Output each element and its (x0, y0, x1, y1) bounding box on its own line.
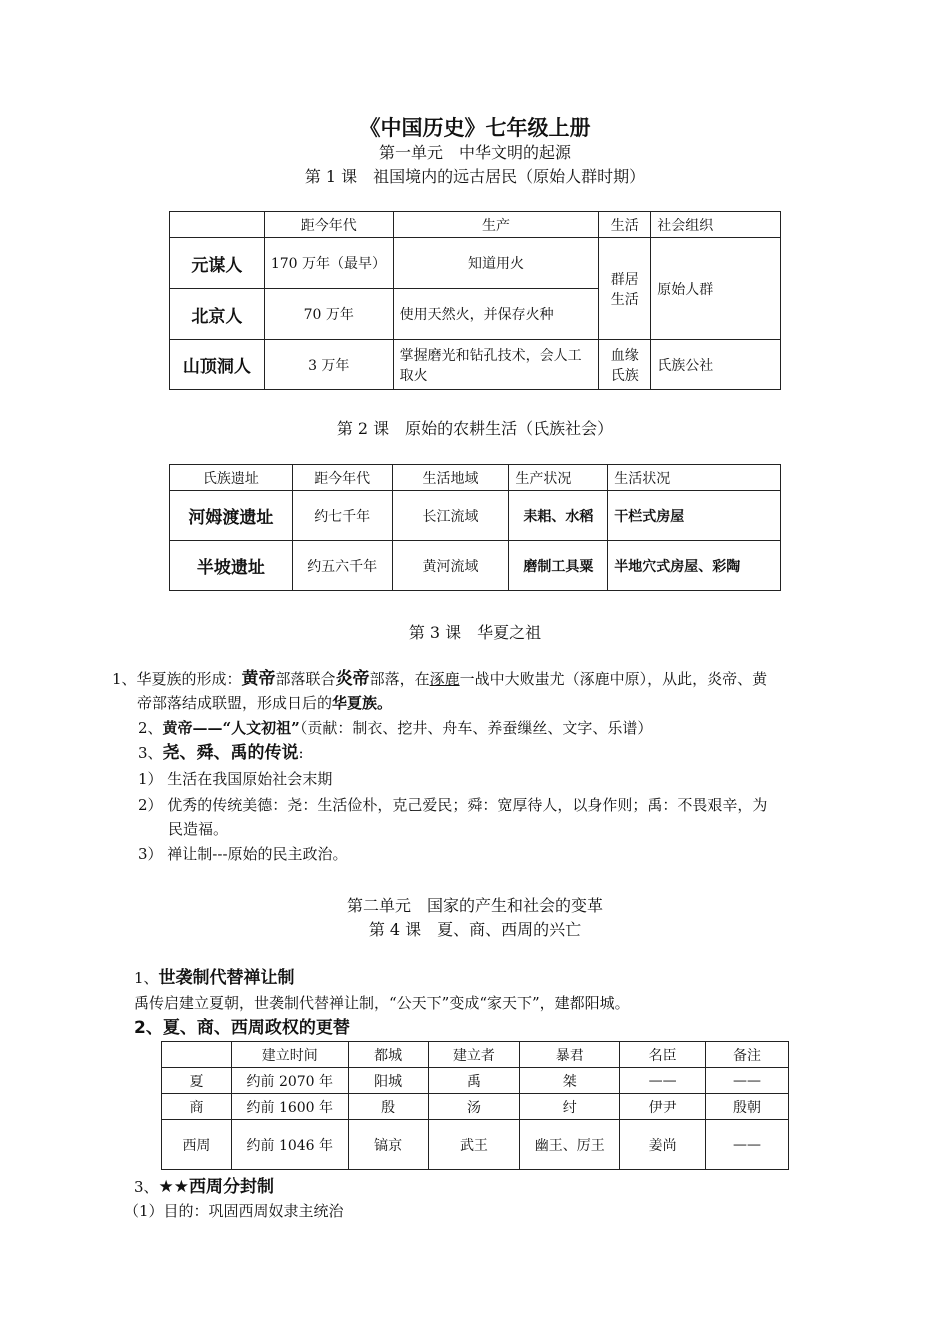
table-header-cell: 社会组织 (651, 212, 781, 238)
table-cell: 群居生活 (599, 238, 651, 340)
table-cell: 武王 (428, 1120, 520, 1170)
paragraph-huangdi (138, 716, 652, 740)
table-header-cell (162, 1042, 232, 1068)
table-cell: 幽王、厉王 (520, 1120, 620, 1170)
keyword-renwen-chuzu: 黄帝——“人文初祖” (162, 719, 300, 737)
text: 3、 (138, 744, 163, 762)
table-cell: 知道用火 (393, 238, 599, 289)
section-1-text: 禹传启建立夏朝，世袭制代替禅让制，“公天下”变成“家天下”，建都阳城。 (134, 994, 630, 1012)
row-label: 山顶洞人 (170, 340, 265, 390)
lesson-3-heading: 第 3 课 华夏之祖 (408, 623, 542, 642)
table-header-cell: 生活 (599, 212, 651, 238)
table-cell: 夏 (162, 1068, 232, 1094)
section-3-title: ★★西周分封制 (158, 1177, 275, 1197)
lesson-1-heading: 第 1 课 祖国境内的远古居民（原始人群时期） (304, 167, 646, 186)
paragraph-yao-shun-yu (138, 741, 304, 765)
text: （贡献：制衣、挖井、舟车、养蚕缫丝、文字、乐谱） (299, 719, 653, 737)
row-label: 元谋人 (170, 238, 265, 289)
row-label: 北京人 (170, 289, 265, 340)
paragraph-huaxia-formation-cont (137, 691, 392, 715)
table-primitive-people (169, 211, 781, 390)
table-header-cell: 距今年代 (292, 465, 392, 491)
table-header-row (170, 465, 781, 491)
table-cell: 长江流域 (392, 491, 509, 541)
table-cell: 黄河流域 (392, 541, 509, 591)
table-header-cell: 生活地域 (392, 465, 509, 491)
table-cell: 伊尹 (620, 1094, 706, 1120)
list-item: 2） 优秀的传统美德：尧：生活俭朴，克己爱民；舜：宽厚待人，以身作则；禹：不畏艰辛，为 (138, 796, 768, 814)
table-clan-sites (169, 464, 781, 591)
row-label: 半坡遗址 (170, 541, 293, 591)
table-cell: 磨制工具粟 (509, 541, 608, 591)
unit-2-heading: 第二单元 国家的产生和社会的变革 (346, 896, 603, 915)
table-cell: 纣 (520, 1094, 620, 1120)
table-cell: 170 万年（最早） (264, 238, 393, 289)
table-row (162, 1094, 789, 1120)
keyword-yao-shun-yu: 尧、舜、禹的传说 (162, 743, 299, 763)
table-header-cell: 生活状况 (608, 465, 781, 491)
table-cell: 镐京 (348, 1120, 428, 1170)
table-cell: 半地穴式房屋、彩陶 (608, 541, 781, 591)
table-cell: 使用天然火，并保存火种 (393, 289, 599, 340)
text: : (298, 744, 304, 762)
table-row (162, 1120, 789, 1170)
keyword-huangdi: 黄帝 (241, 669, 276, 689)
table-row (170, 541, 781, 591)
unit-1-heading: 第一单元 中华文明的起源 (378, 143, 571, 162)
table-cell: 西周 (162, 1120, 232, 1170)
row-label: 河姆渡遗址 (170, 491, 293, 541)
table-row (162, 1068, 789, 1094)
table-header-cell: 生产状况 (509, 465, 608, 491)
table-cell: 原始人群 (651, 238, 781, 340)
keyword-huaxia: 华夏族。 (332, 694, 393, 712)
table-header-cell: 暴君 (520, 1042, 620, 1068)
list-item: 3） 禅让制---原始的民主政治。 (138, 845, 348, 863)
table-cell: 约前 1046 年 (231, 1120, 348, 1170)
table-header-row (162, 1042, 789, 1068)
table-cell: 掌握磨光和钻孔技术，会人工取火 (393, 340, 599, 390)
table-cell: 约五六千年 (292, 541, 392, 591)
table-cell: —— (706, 1120, 789, 1170)
section-3-item: （1）目的：巩固西周奴隶主统治 (124, 1202, 344, 1220)
table-cell: 约七千年 (292, 491, 392, 541)
list-item-cont: 民造福。 (168, 820, 229, 838)
table-cell: 干栏式房屋 (608, 491, 781, 541)
table-cell: 阳城 (348, 1068, 428, 1094)
table-dynasties (161, 1041, 789, 1170)
table-header-cell: 名臣 (620, 1042, 706, 1068)
table-header-cell: 氏族遗址 (170, 465, 293, 491)
section-1-title: 世袭制代替禅让制 (158, 968, 295, 988)
table-header-cell (170, 212, 265, 238)
keyword-zhuolu: 涿鹿 (429, 670, 460, 688)
text: 1、 (134, 969, 159, 987)
table-header-cell: 生产 (393, 212, 599, 238)
text: 3、 (134, 1178, 159, 1196)
table-cell: 血缘氏族 (599, 340, 651, 390)
table-cell: 禹 (428, 1068, 520, 1094)
text: 一战中大败蚩尤（涿鹿中原），从此，炎帝、黄 (459, 670, 768, 688)
table-row (170, 340, 781, 390)
table-cell: 殷 (348, 1094, 428, 1120)
keyword-yandi: 炎帝 (335, 669, 370, 689)
table-header-cell: 建立者 (428, 1042, 520, 1068)
table-cell: 殷朝 (706, 1094, 789, 1120)
table-cell: —— (706, 1068, 789, 1094)
table-cell: 约前 2070 年 (231, 1068, 348, 1094)
table-cell: 商 (162, 1094, 232, 1120)
section-3-heading (134, 1175, 274, 1199)
table-cell: 姜尚 (620, 1120, 706, 1170)
table-cell: —— (620, 1068, 706, 1094)
table-cell: 氏族公社 (651, 340, 781, 390)
table-header-cell: 建立时间 (231, 1042, 348, 1068)
table-header-cell: 备注 (706, 1042, 789, 1068)
document-title: 《中国历史》七年级上册 (359, 115, 591, 140)
table-header-cell: 距今年代 (264, 212, 393, 238)
table-cell: 耒耜、水稻 (509, 491, 608, 541)
table-cell: 约前 1600 年 (231, 1094, 348, 1120)
text: 2、 (138, 719, 163, 737)
table-row (170, 491, 781, 541)
table-cell: 桀 (520, 1068, 620, 1094)
text: 帝部落结成联盟，形成日后的 (137, 694, 333, 712)
lesson-4-heading: 第 4 课 夏、商、西周的兴亡 (368, 920, 582, 939)
table-cell: 3 万年 (264, 340, 393, 390)
text: 1、华夏族的形成： (112, 670, 242, 688)
section-2-heading: 2、夏、商、西周政权的更替 (134, 1018, 350, 1038)
table-header-cell: 都城 (348, 1042, 428, 1068)
paragraph-huaxia-formation (112, 667, 852, 691)
list-item: 1） 生活在我国原始社会末期 (138, 770, 333, 788)
table-header-row (170, 212, 781, 238)
table-row (170, 238, 781, 289)
lesson-2-heading: 第 2 课 原始的农耕生活（氏族社会） (336, 419, 614, 438)
text: 部落，在 (369, 670, 430, 688)
table-cell: 70 万年 (264, 289, 393, 340)
text: 部落联合 (275, 670, 336, 688)
section-1-heading (134, 966, 295, 990)
table-cell: 汤 (428, 1094, 520, 1120)
